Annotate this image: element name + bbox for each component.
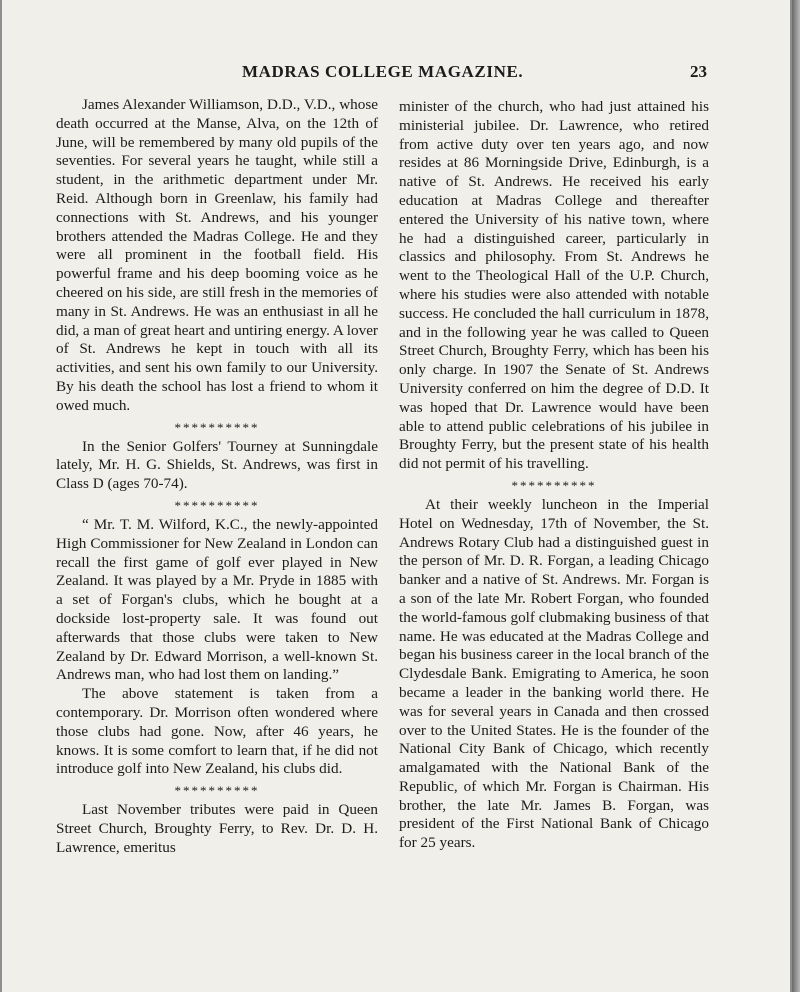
page-header — [2, 62, 790, 84]
magazine-title: MADRAS COLLEGE MAGAZINE. — [242, 62, 524, 81]
left-column — [56, 96, 378, 857]
rotary-club-forgan-paragraph: At their weekly luncheon in the Imperial Hotel on Wednesday, 17th of November, the St. Andrews Rotary Club had a distinguished guest in the person of Mr. D. R. Forgan, a leading Chicago banker and a native of St. Andrews. Mr. Forgan is a son of the late Mr. Robert Forgan, who founded the world-famous golf clubmaking business of that name. He was educated at the Madras College and began his business career in the local branch of the Clydesdale Bank. Emigrating to America, he soon became a leader in the banking world there. He was for several years in Canada and then crossed over to the United States. He is the founder of the National City Bank of Chicago, which recently amalgamated with the National Bank of the Republic, of which Mr. Forgan is Chairman. His brother, the late Mr. James B. Forgan, was president of the First National Bank of Chicago for 25 years. — [399, 495, 709, 852]
right-column — [399, 98, 709, 853]
page-edge-shadow — [792, 0, 800, 992]
magazine-page — [2, 0, 790, 992]
section-separator: ********** — [174, 497, 260, 513]
golfers-tourney-paragraph: In the Senior Golfers' Tourney at Sunningdale lately, Mr. H. G. Shields, St. Andrews, was first in Class D (ages 70-74). — [56, 437, 378, 493]
wilford-quote-paragraph: “ Mr. T. M. Wilford, K.C., the newly-appointed High Commissioner for New Zealand in London can recall the first game of golf ever played in New Zealand. It was played by a Mr. Pryde in 1885 with a set of Forgan's clubs, which he bought at a dockside lost-property sale. It was found out afterwards that those clubs were taken to New Zealand by Dr. Edward Morrison, a well-known St. Andrews man, who had lost them on landing.” — [56, 515, 378, 684]
lawrence-tribute-paragraph-start: Last November tributes were paid in Queen Street Church, Broughty Ferry, to Rev. Dr. D. H. Lawrence, emeritus — [56, 801, 378, 856]
lawrence-tribute-paragraph-continued: minister of the church, who had just attained his ministerial jubilee. Dr. Lawrence, who retired from active duty over ten years ago, and now resides at 86 Morningside Drive, Edinburgh, is a native of St. Andrews. He received his early education at Madras College and thereafter entered the University of his native town, where he had a distinguished career, particularly in classics and philosophy. From St. Andrews he went to the Theological Hall of the U.P. Church, where his studies were also attended with notable success. He concluded the hall curriculum in 1878, and in the following year he was called to Queen Street Church, Broughty Ferry, which has been his only charge. In 1907 the Senate of St. Andrews University conferred on him the degree of D.D. It was hoped that Dr. Lawrence would have been able to attend public celebrations of his jubilee in Broughty Ferry, but the present state of his health did not permit of his travelling. — [399, 98, 709, 473]
section-separator: ********** — [174, 783, 260, 799]
section-separator: ********** — [174, 419, 260, 435]
williamson-obituary-paragraph: James Alexander Williamson, D.D., V.D., whose death occurred at the Manse, Alva, on the 12th of June, will be remembered by many old pupils of the seventies. For several years he taught, while still a student, in the arithmetic department under Mr. Reid. Although born in Greenlaw, his family had connections with St. Andrews, and his younger brothers attended the Madras College. He and they were all prominent in the football field. His powerful frame and his deep booming voice as he cheered on his side, are still fresh in the memories of many in St. Andrews. He was an enthusiast in all he did, a man of great heart and untiring energy. A lover of St. Andrews he kept in touch with all its activities, and sent his own family to our University. By his death the school has lost a friend to whom it owed much. — [56, 96, 378, 414]
section-separator: ********** — [511, 477, 597, 493]
morrison-comment-paragraph: The above statement is taken from a contemporary. Dr. Morrison often wondered where those clubs had gone. Now, after 46 years, he knows. It is some comfort to learn that, if he did not introduce golf into New Zealand, his clubs did. — [56, 685, 378, 778]
page-number: 23 — [690, 62, 707, 81]
